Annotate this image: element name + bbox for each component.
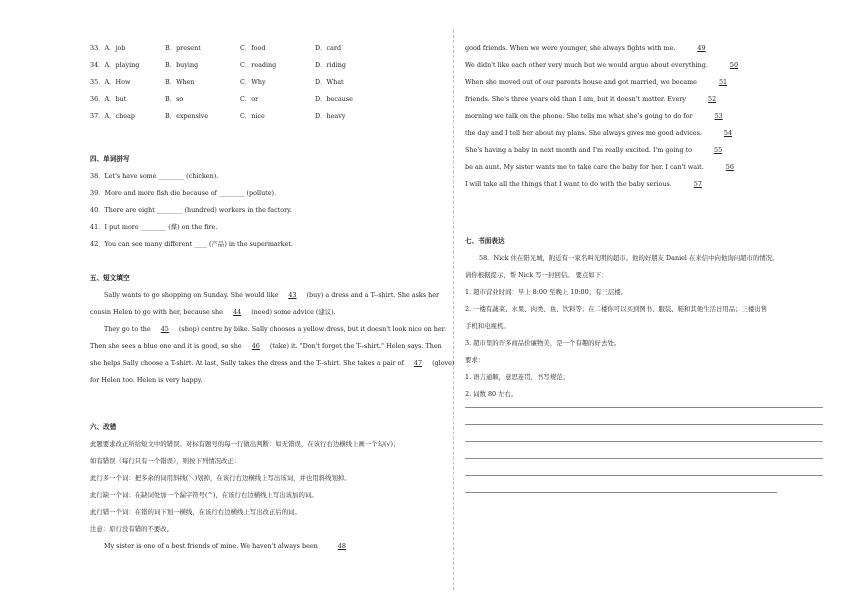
passage-text: I will take all the things that I want to do with the baby serious. [465, 180, 672, 188]
question-38: 38．Let's have some ________ (chicken). [90, 172, 219, 180]
blank-46: 46 [251, 342, 260, 350]
passage-text: (take) it. "Don't forget the T--shirt." Helen says. Then [269, 342, 442, 350]
writing-line [465, 424, 823, 425]
option-c: C．or [240, 95, 259, 103]
writing-prompt-line: 2. 一楼有蔬菜、水果、肉类、鱼、饮料等；在二楼你可以买到图书、服装、鞋和其他生活日用品；三楼出售 [465, 305, 768, 313]
question-39: 39．More and more fish die because of ________ (pollute). [90, 189, 277, 197]
option-d: D．riding [315, 61, 346, 69]
passage-line: for Helen too. Helen is very happy. [90, 376, 203, 384]
instruction-line: 此行错一个词：在错的词下划一横线，在该行右边横线上写出改正后的词。 [90, 508, 301, 516]
passage-text: Then she sees a blue one and it is good, so she [90, 342, 242, 350]
writing-prompt-line: 58．Nick 住在阳光城，附近有一家名叫光明的超市。他的好朋友 Daniel 在来信中向他询问超市的情况。 [479, 254, 779, 262]
passage-line [90, 287, 440, 304]
option-c: C．reading [240, 61, 277, 69]
passage-line [465, 142, 823, 159]
passage-text: When she moved out of our parents house and got married, we became [465, 78, 697, 86]
question-41: 41．I put more ________ (煤) on the fire. [90, 223, 218, 231]
passage-line [465, 74, 823, 91]
passage-text: she helps Sally choose a T-shirt. At last, Sally takes the dress and the T--shirt. She takes a pair of [90, 359, 404, 367]
passage-text: (glove) [432, 359, 455, 367]
section-title: 五、短文填空 [90, 274, 130, 282]
instruction-line: 此行缺一个词：在缺词处加一个漏字符号(^)，在该行右边横线上写出该加的词。 [90, 491, 318, 499]
option-b: B．so [165, 95, 184, 103]
answer-line-55: 55 [714, 146, 723, 154]
correction-passage [465, 40, 823, 193]
option-b: B．present [165, 44, 201, 52]
blank-43: 43 [288, 291, 297, 299]
option-c: C．Why [240, 78, 266, 86]
passage-text: My sister is one of a best friends of mine. We haven't always been [104, 542, 318, 550]
question-40: 40．There are eight ________ (hundred) workers in the factory. [90, 206, 292, 214]
answer-line-56: 56 [725, 163, 734, 171]
option-a: 36．A．but [90, 95, 127, 103]
passage-line [90, 538, 435, 555]
passage-text: (need) some advice (建议). [251, 308, 336, 316]
passage-text: They go to the [104, 325, 151, 333]
option-b: B．When [165, 78, 195, 86]
option-d: D．What [315, 78, 344, 86]
option-c: C．food [240, 44, 266, 52]
option-row [90, 108, 435, 125]
passage-text: She's having a baby in next month and I'm really excited. I'm going to [465, 146, 692, 154]
question-42: 42．You can see many different ____ (产品) in the supermarket. [90, 240, 294, 248]
option-a: 35．A．How [90, 78, 131, 86]
option-d: D．heavy [315, 112, 346, 120]
answer-line-54: 54 [723, 129, 733, 137]
option-a: 34．A．playing [90, 61, 140, 69]
instruction-line: 如有错误（每行只有一个错误），则按下列情况改正： [90, 457, 241, 465]
blank-47: 47 [413, 359, 423, 367]
passage-text: Sally wants to go shopping on Sunday. She would like [104, 291, 279, 299]
section-title: 六、改错 [90, 423, 117, 431]
writing-line [465, 475, 823, 476]
option-c: C．nice [240, 112, 265, 120]
section-title: 四、单词拼写 [90, 155, 130, 163]
right-column [465, 40, 823, 509]
option-row [90, 57, 435, 74]
instruction-line: 此题要求改正所给短文中的错误。对标有题号的每一行做出判断：如无错误，在该行右边横线上画一个勾(√)； [90, 440, 400, 448]
passage-text: good friends. When we were younger, she always fights with me. [465, 44, 676, 52]
option-a: 33．A．job [90, 44, 126, 52]
passage-line [465, 91, 823, 108]
writing-area[interactable] [465, 407, 823, 493]
passage-line [90, 355, 455, 372]
option-b: B．expensive [165, 112, 209, 120]
passage-line [90, 321, 447, 338]
passage-line [465, 57, 823, 74]
passage-text: be an aunt. My sister wants me to take care the baby for her. I can't wait. [465, 163, 704, 171]
writing-prompt-line: 1. 超市营业时间：早上 8:00 至晚上 10:00；有三层楼。 [465, 288, 628, 296]
writing-prompt-line: 要求： [465, 356, 485, 364]
passage-text: We didn't like each other very much but we would argue about everything. [465, 61, 708, 69]
blank-44: 44 [233, 308, 242, 316]
column-divider [453, 30, 454, 590]
option-row [90, 40, 435, 57]
mc-options [90, 40, 435, 125]
option-a: 37．A．cheap [90, 112, 135, 120]
writing-prompt-line: 请你根据提示，帮 Nick 写一封回信。 要点如下： [465, 271, 608, 279]
left-column [90, 40, 455, 555]
option-d: D．because [315, 95, 353, 103]
option-d: D．card [315, 44, 342, 52]
answer-line-51: 51 [718, 78, 728, 86]
answer-line-53: 53 [714, 112, 723, 120]
passage-text: the day and I tell her about my plans. She always gives me good advices. [465, 129, 702, 137]
answer-line-52: 52 [708, 95, 717, 103]
section-title: 七、书面表达 [465, 237, 505, 245]
writing-line [465, 458, 823, 459]
answer-line-50: 50 [729, 61, 739, 69]
option-row [90, 74, 435, 91]
passage-line [465, 159, 823, 176]
writing-prompt-line: 手机和电视机。 [465, 322, 510, 330]
blank-48: 48 [337, 542, 346, 550]
passage-text: (buy) a dress and a T--shirt. She asks her [306, 291, 440, 299]
writing-line [465, 441, 823, 442]
passage-line [465, 108, 823, 125]
writing-prompt-line: 2. 词数 80 左右。 [465, 390, 518, 398]
passage-text: morning we talk on the phone. She tells me what she's going to do for [465, 112, 693, 120]
passage-line [90, 338, 442, 355]
writing-prompt-line: 3. 超市里的许多商品价廉物美，是一个有趣的好去处。 [465, 339, 621, 347]
passage-text: cousin Helen to go with her, because she [90, 308, 223, 316]
option-row [90, 91, 435, 108]
passage-line [90, 304, 435, 321]
instruction-line: 此行多一个词：把多余的词用斜线(＼)划掉，在该行右边横线上写出该词，并也用斜线划掉。 [90, 474, 351, 482]
writing-prompt-line: 1. 语言通顺，意思连贯，书写规范； [465, 373, 569, 381]
passage-text: friends. She's three years old than I am, but it doesn't matter. Every [465, 95, 687, 103]
writing-line [465, 407, 823, 408]
instruction-line: 注意：原行没有错的不要改。 [90, 525, 174, 533]
writing-line [465, 492, 777, 493]
option-b: B．buying [165, 61, 199, 69]
answer-line-57: 57 [693, 180, 702, 188]
passage-text: (shop) centre by bike. Sally chooses a yellow dress, but it doesn't look nice on her. [178, 325, 447, 333]
passage-line [465, 125, 823, 142]
passage-line [465, 176, 823, 193]
answer-line-49: 49 [697, 44, 706, 52]
passage-line [465, 40, 823, 57]
blank-45: 45 [160, 325, 169, 333]
